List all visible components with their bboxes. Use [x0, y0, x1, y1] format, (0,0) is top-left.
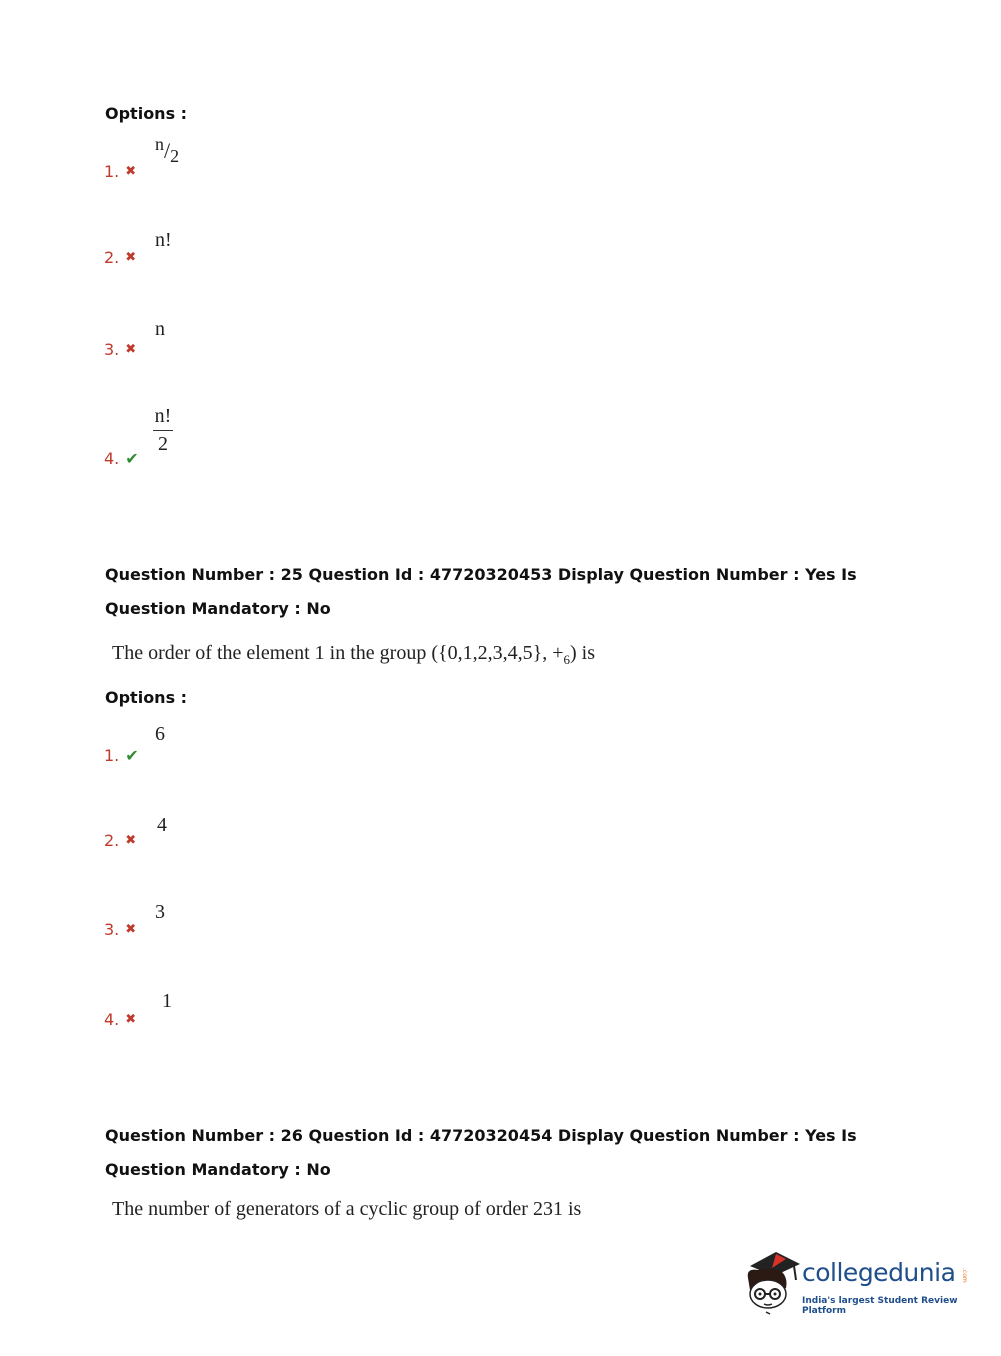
- option-value-2: n!: [155, 229, 172, 251]
- logo-tagline: India's largest Student Review Platform: [802, 1296, 958, 1316]
- question-header-26: Question Number : 26 Question Id : 47720320454 Display Question Number : Yes Is Question Mandatory : No: [105, 1126, 857, 1179]
- option-number-1: 1. ✖: [104, 162, 137, 181]
- option-value-4: [153, 405, 173, 455]
- option-number-3: 3. ✖: [104, 340, 137, 359]
- wrong-mark-icon: ✖: [125, 342, 137, 357]
- option-number-4: 4. ✖: [104, 1010, 137, 1029]
- logo-wordmark: collegedunia: [802, 1258, 956, 1287]
- wrong-mark-icon: ✖: [125, 250, 137, 265]
- wrong-mark-icon: ✖: [125, 1012, 137, 1027]
- question-text-25: The order of the element 1 in the group ({0,1,2,3,4,5}, $+_6$) is: [112, 642, 595, 667]
- mascot-icon: [742, 1248, 802, 1318]
- check-mark-icon: ✔: [125, 448, 139, 468]
- wrong-mark-icon: ✖: [125, 833, 137, 848]
- option-number-2: 2. ✖: [104, 248, 137, 267]
- option-value-4: 1: [162, 990, 172, 1012]
- option-number-4: 4. ✔: [104, 448, 139, 468]
- option-value-3: 3: [155, 901, 165, 923]
- wrong-mark-icon: ✖: [125, 922, 137, 937]
- question-text-26: The number of generators of a cyclic group of order 231 is: [112, 1198, 582, 1220]
- fraction: $\frac{n!}{2}$: [154, 405, 172, 455]
- fraction: n/2: [155, 134, 180, 166]
- logo-suffix: .com: [961, 1268, 968, 1283]
- question-header-25: Question Number : 25 Question Id : 47720320453 Display Question Number : Yes Is Question Mandatory : No: [105, 565, 857, 618]
- wrong-mark-icon: ✖: [125, 164, 137, 179]
- option-number-3: 3. ✖: [104, 920, 137, 939]
- collegedunia-logo: [742, 1248, 972, 1318]
- check-mark-icon: ✔: [125, 745, 139, 765]
- option-number-2: 2. ✖: [104, 831, 137, 850]
- option-value-1: 6: [155, 723, 165, 745]
- option-value-3: n: [155, 318, 165, 340]
- option-number-1: 1. ✔: [104, 745, 139, 765]
- option-value-2: 4: [157, 814, 167, 836]
- options-label: Options :: [105, 104, 188, 123]
- options-label: Options :: [105, 688, 188, 707]
- option-value-1: [155, 134, 180, 166]
